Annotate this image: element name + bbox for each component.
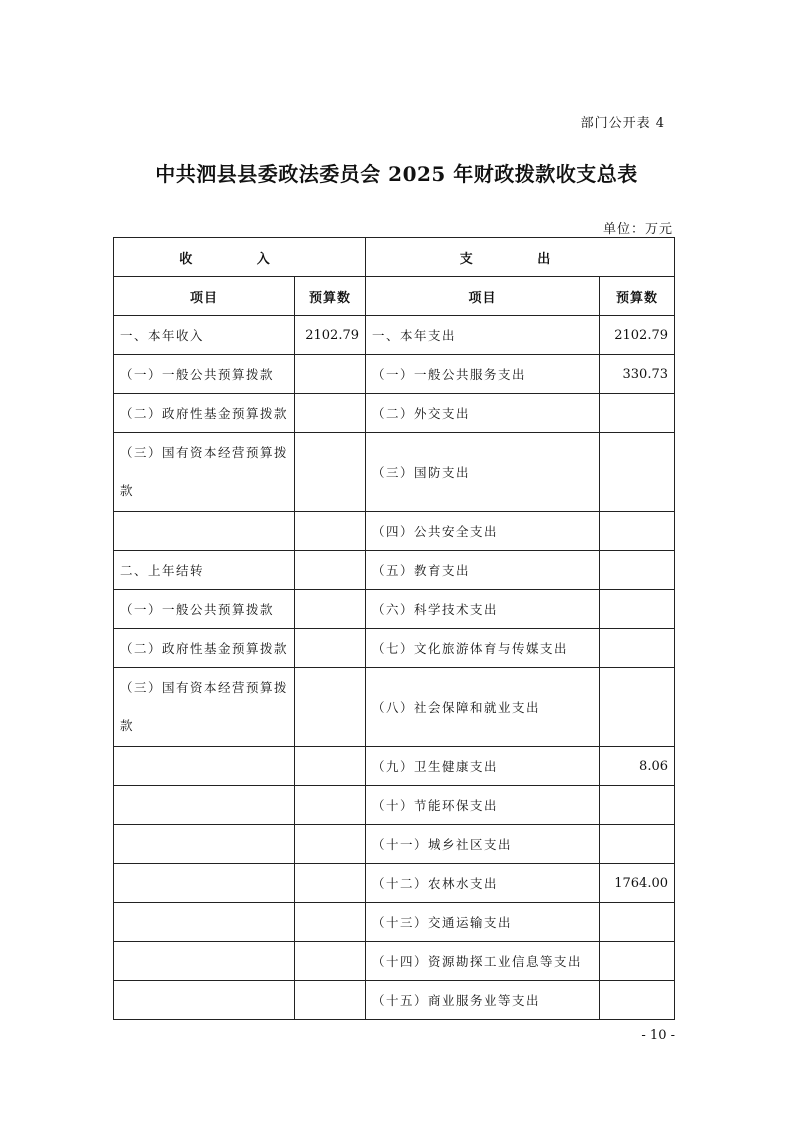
expense-value: 1764.00 [600,864,675,903]
budget-table [113,237,675,1020]
expense-value [600,981,675,1020]
expense-item: （十四）资源勘探工业信息等支出 [366,942,600,981]
expense-item: （一）一般公共服务支出 [366,355,600,394]
income-value [295,903,366,942]
expense-item: 一、本年支出 [366,316,600,355]
income-item [114,903,295,942]
income-item [114,786,295,825]
expense-item: （三）国防支出 [366,433,600,512]
expense-item: （八）社会保障和就业支出 [366,668,600,747]
income-item [114,747,295,786]
expense-value [600,903,675,942]
income-item: （三）国有资本经营预算拨款 [114,668,295,747]
expense-header: 支 出 [366,238,675,277]
table-label: 部门公开表 4 [580,116,665,131]
page-title: 中共泗县县委政法委员会 2025 年财政拨款收支总表 [155,162,638,186]
table-row [114,551,675,590]
table-row [114,355,675,394]
page-number: - 10 - [641,1028,675,1043]
expense-item: （十五）商业服务业等支出 [366,981,600,1020]
expense-value [600,551,675,590]
unit-label: 单位：万元 [602,222,673,237]
expense-value [600,394,675,433]
income-value [295,590,366,629]
income-item: （二）政府性基金预算拨款 [114,394,295,433]
table-row [114,786,675,825]
table-row [114,747,675,786]
income-value [295,668,366,747]
expense-value: 2102.79 [600,316,675,355]
expense-value [600,512,675,551]
expense-value [600,786,675,825]
income-item [114,864,295,903]
income-value [295,355,366,394]
expense-item: （十一）城乡社区支出 [366,825,600,864]
table-row [114,668,675,747]
expense-value: 8.06 [600,747,675,786]
income-value [295,512,366,551]
income-value [295,825,366,864]
income-value [295,747,366,786]
table-row [114,590,675,629]
income-value: 2102.79 [295,316,366,355]
expense-value [600,942,675,981]
expense-value [600,629,675,668]
income-item: 二、上年结转 [114,551,295,590]
table-row [114,825,675,864]
income-budget-header: 预算数 [295,277,366,316]
expense-item: （九）卫生健康支出 [366,747,600,786]
income-header: 收 入 [114,238,366,277]
expense-value [600,668,675,747]
table-row [114,981,675,1020]
expense-item: （十三）交通运输支出 [366,903,600,942]
table-row [114,903,675,942]
income-item: 一、本年收入 [114,316,295,355]
expense-budget-header: 预算数 [600,277,675,316]
income-item [114,942,295,981]
income-item: （一）一般公共预算拨款 [114,590,295,629]
expense-item: （十二）农林水支出 [366,864,600,903]
income-value [295,394,366,433]
income-item [114,825,295,864]
table-row [114,864,675,903]
income-item: （一）一般公共预算拨款 [114,355,295,394]
income-value [295,981,366,1020]
expense-item: （七）文化旅游体育与传媒支出 [366,629,600,668]
expense-value [600,825,675,864]
expense-item-header: 项目 [366,277,600,316]
income-item: （二）政府性基金预算拨款 [114,629,295,668]
expense-item: （五）教育支出 [366,551,600,590]
expense-item: （十）节能环保支出 [366,786,600,825]
table-row [114,629,675,668]
income-item: （三）国有资本经营预算拨款 [114,433,295,512]
table-row [114,316,675,355]
expense-value [600,590,675,629]
section-header-row [114,238,675,277]
expense-item: （二）外交支出 [366,394,600,433]
column-header-row [114,277,675,316]
table-row [114,433,675,512]
expense-value: 330.73 [600,355,675,394]
income-value [295,786,366,825]
income-value [295,864,366,903]
table-row [114,942,675,981]
income-value [295,942,366,981]
expense-item: （四）公共安全支出 [366,512,600,551]
table-row [114,512,675,551]
table-row [114,394,675,433]
income-value [295,629,366,668]
income-item [114,512,295,551]
income-item [114,981,295,1020]
expense-value [600,433,675,512]
income-item-header: 项目 [114,277,295,316]
income-value [295,551,366,590]
income-value [295,433,366,512]
expense-item: （六）科学技术支出 [366,590,600,629]
